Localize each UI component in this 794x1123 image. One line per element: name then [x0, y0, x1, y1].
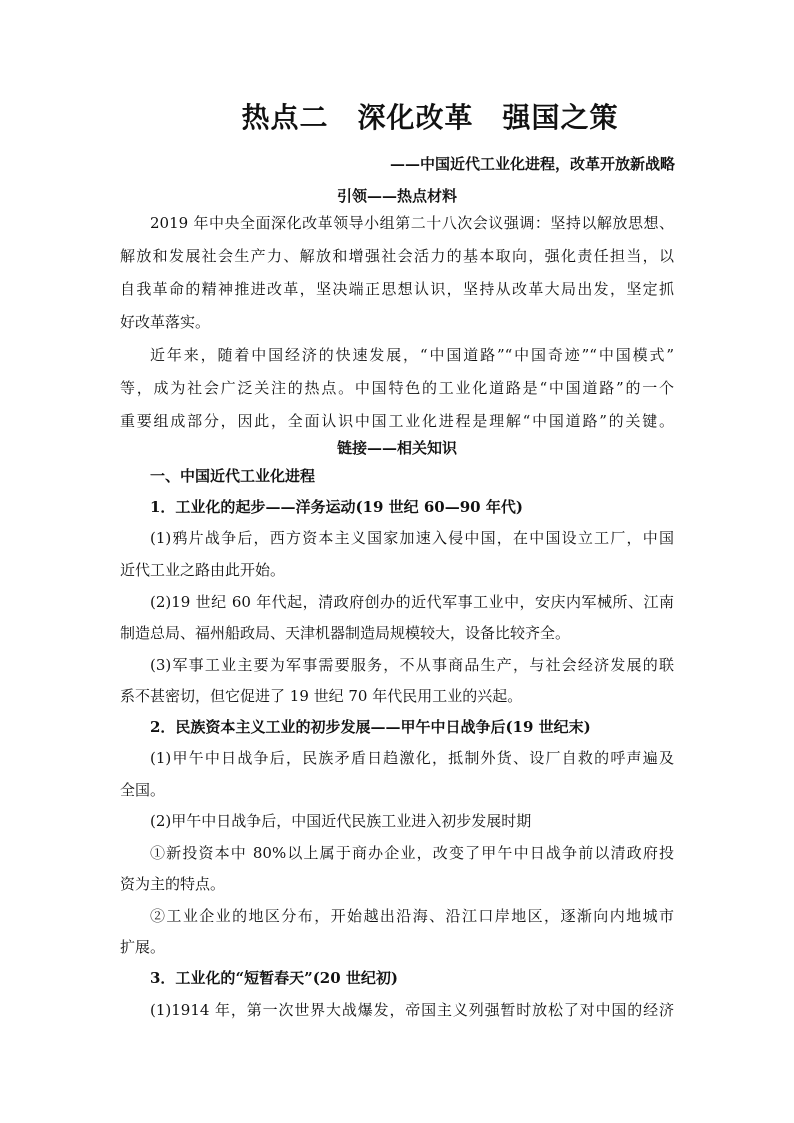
paragraph-line: (3)军事工业主要为军事需要服务，不从事商品生产，与社会经济发展的联 — [150, 656, 674, 674]
paragraph-line: 2019 年中央全面深化改革领导小组第二十八次会议强调：坚持以解放思想、 — [150, 214, 674, 232]
paragraph-line: (2)19 世纪 60 年代起，清政府创办的近代军事工业中，安庆内军械所、江南 — [150, 593, 674, 611]
heading-level-1: 一、中国近代工业化进程 — [150, 467, 316, 485]
paragraph-line: 全国。 — [120, 781, 166, 799]
paragraph-line: 近代工业之路由此开始。 — [120, 561, 286, 579]
paragraph-line: 资为主的特点。 — [120, 875, 226, 893]
subheading-2: 2．民族资本主义工业的初步发展——甲午中日战争后(19 世纪末) — [150, 718, 591, 736]
page-subtitle: ——中国近代工业化进程，改革开放新战略 — [389, 155, 675, 173]
paragraph-line: ①新投资本中 80%以上属于商办企业，改变了甲午中日战争前以清政府投 — [150, 844, 674, 862]
section-heading-material: 引领——热点材料 — [336, 187, 457, 205]
paragraph-line: 重要组成部分，因此，全面认识中国工业化进程是理解“中国道路”的关键。 — [120, 412, 674, 430]
subheading-3: 3．工业化的“短暂春天”(20 世纪初) — [150, 969, 398, 987]
paragraph-line: 自我革命的精神推进改革，坚决端正思想认识，坚持从改革大局出发，坚定抓 — [120, 280, 674, 298]
subheading-1: 1．工业化的起步——洋务运动(19 世纪 60—90 年代) — [150, 498, 523, 516]
paragraph-line: (1)鸦片战争后，西方资本主义国家加速入侵中国，在中国设立工厂，中国 — [150, 529, 674, 547]
paragraph-line: ②工业企业的地区分布，开始越出沿海、沿江口岸地区，逐渐向内地城市 — [150, 907, 674, 925]
section-heading-link: 链接——相关知识 — [336, 439, 457, 457]
paragraph-line: 制造总局、福州船政局、天津机器制造局规模较大，设备比较齐全。 — [120, 624, 571, 642]
paragraph-line: (1)1914 年，第一次世界大战爆发，帝国主义列强暂时放松了对中国的经济 — [150, 1001, 674, 1019]
paragraph-line: 解放和发展社会生产力、解放和增强社会活力的基本取向，强化责任担当，以 — [120, 247, 674, 265]
paragraph-line: 近年来，随着中国经济的快速发展，“中国道路”“中国奇迹”“中国模式” — [150, 346, 674, 364]
paragraph-line: 扩展。 — [120, 938, 166, 956]
paragraph-line: 系不甚密切，但它促进了 19 世纪 70 年代民用工业的兴起。 — [120, 687, 523, 705]
page-title: 热点二 深化改革 强国之策 — [241, 101, 619, 134]
paragraph-line: 好改革落实。 — [120, 313, 211, 331]
paragraph-line: (2)甲午中日战争后，中国近代民族工业进入初步发展时期 — [150, 812, 532, 830]
paragraph-line: (1)甲午中日战争后，民族矛盾日趋激化，抵制外货、设厂自救的呼声遍及 — [150, 749, 674, 767]
paragraph-line: 等，成为社会广泛关注的热点。中国特色的工业化道路是“中国道路”的一个 — [120, 379, 674, 397]
